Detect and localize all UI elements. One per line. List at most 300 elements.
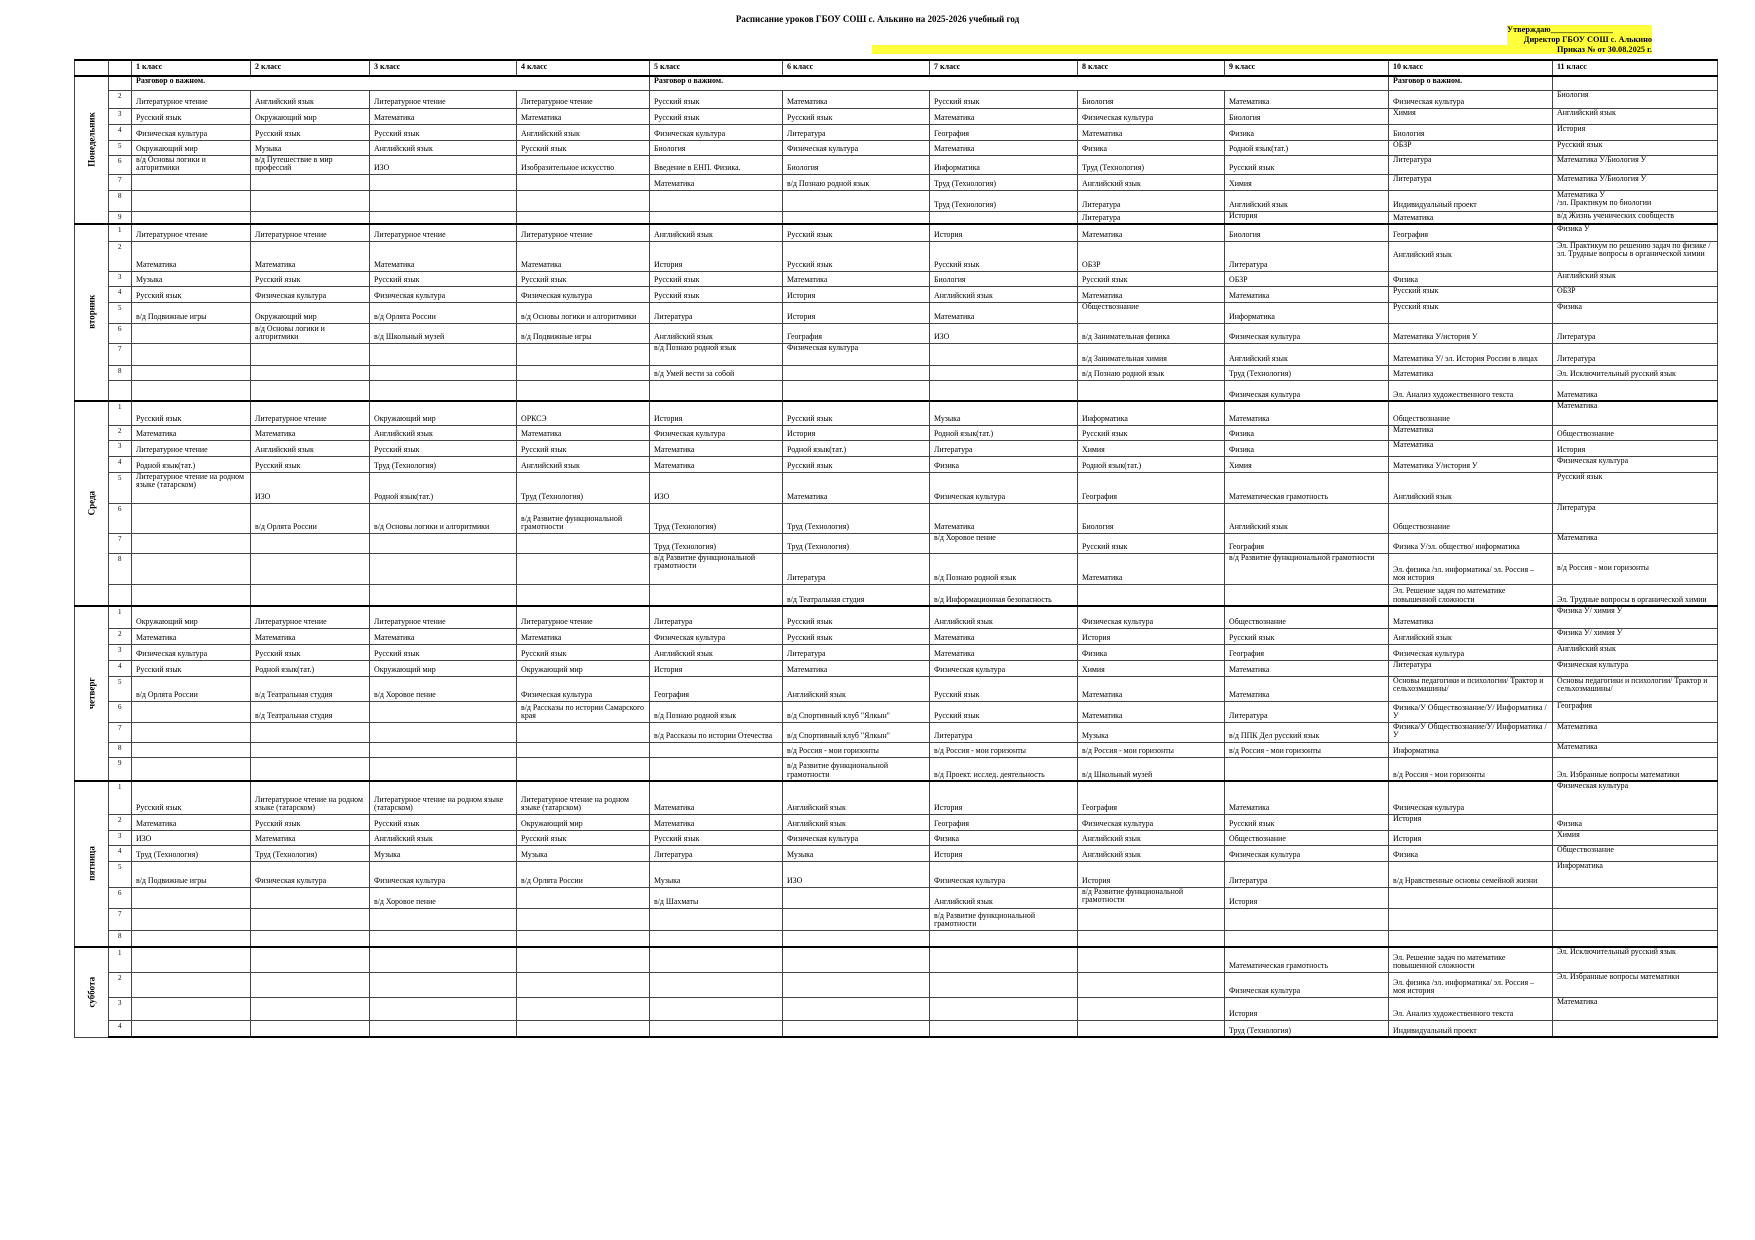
lesson-cell: в/д Хоровое пение bbox=[930, 533, 1078, 553]
lesson-number bbox=[109, 584, 132, 606]
lesson-cell: Русский язык bbox=[783, 606, 930, 628]
lesson-cell: Родной язык(тат.) bbox=[132, 456, 251, 472]
lesson-cell bbox=[930, 972, 1078, 997]
lesson-cell: Обществознание bbox=[1389, 401, 1553, 425]
lesson-cell: Физика У/ химия У bbox=[1553, 628, 1718, 644]
lesson-cell bbox=[370, 533, 517, 553]
lesson-cell: Русский язык bbox=[1389, 286, 1553, 302]
lesson-cell: Математика bbox=[650, 814, 783, 830]
lesson-row bbox=[75, 972, 1718, 997]
lesson-cell: Литература bbox=[1389, 174, 1553, 190]
lesson-number: 5 bbox=[109, 140, 132, 155]
lesson-cell: ИЗО bbox=[132, 830, 251, 845]
lesson-cell bbox=[132, 908, 251, 930]
lesson-cell bbox=[1553, 1020, 1718, 1037]
lesson-cell: Английский язык bbox=[1078, 174, 1225, 190]
lesson-cell bbox=[251, 997, 370, 1020]
lesson-cell: Информатика bbox=[1389, 742, 1553, 757]
lesson-cell bbox=[132, 1020, 251, 1037]
lesson-cell bbox=[1078, 380, 1225, 401]
lesson-number: 9 bbox=[109, 211, 132, 224]
lesson-cell bbox=[783, 211, 930, 224]
lesson-row bbox=[75, 241, 1718, 271]
lesson-cell: Физическая культура bbox=[783, 830, 930, 845]
lesson-cell: Русский язык bbox=[783, 628, 930, 644]
lesson-cell: в/д Орлята России bbox=[251, 503, 370, 533]
lesson-cell: Физика У/эл. общество/ информатика bbox=[1389, 533, 1553, 553]
lesson-number: 7 bbox=[109, 722, 132, 742]
day-name: Среда bbox=[86, 491, 97, 516]
lesson-cell bbox=[132, 343, 251, 365]
lesson-cell: История bbox=[783, 425, 930, 440]
class-header: 9 класс bbox=[1225, 60, 1389, 76]
lesson-number: 1 bbox=[109, 401, 132, 425]
lesson-cell: Физическая культура bbox=[1078, 606, 1225, 628]
lesson-cell: Изобразительное искусство bbox=[517, 155, 650, 174]
lesson-cell: Литературное чтение bbox=[132, 90, 251, 108]
class-header: 11 класс bbox=[1553, 60, 1718, 76]
lesson-cell bbox=[251, 174, 370, 190]
lesson-cell: Разговор о важном. bbox=[650, 76, 1389, 90]
lesson-cell: Окружающий мир bbox=[370, 660, 517, 676]
lesson-cell: Физика bbox=[1225, 124, 1389, 140]
lesson-cell: Литература bbox=[783, 553, 930, 584]
lesson-cell: Математика bbox=[1389, 425, 1553, 440]
lesson-cell: Литературное чтение bbox=[370, 606, 517, 628]
lesson-cell: ИЗО bbox=[370, 155, 517, 174]
lesson-cell bbox=[517, 947, 650, 972]
lesson-cell: Русский язык bbox=[132, 781, 251, 814]
day-name: четверг bbox=[86, 677, 97, 710]
lesson-cell: Химия bbox=[1225, 456, 1389, 472]
lesson-cell: Русский язык bbox=[1078, 425, 1225, 440]
lesson-cell: Английский язык bbox=[650, 644, 783, 660]
lesson-cell bbox=[783, 380, 930, 401]
lesson-cell: История bbox=[783, 302, 930, 323]
lesson-row bbox=[75, 380, 1718, 401]
lesson-cell: Математика У /эл. Практикум по биологии bbox=[1553, 190, 1718, 211]
lesson-cell: Физика У/ химия У bbox=[1553, 606, 1718, 628]
lesson-number: 5 bbox=[109, 861, 132, 887]
lesson-cell: Химия bbox=[1078, 660, 1225, 676]
lesson-cell: Физика bbox=[1389, 271, 1553, 286]
lesson-cell: История bbox=[930, 845, 1078, 861]
lesson-cell: Математика bbox=[1389, 211, 1553, 224]
lesson-cell: Физика bbox=[1078, 140, 1225, 155]
lesson-cell: Математика bbox=[1078, 286, 1225, 302]
class-header: 1 класс bbox=[132, 60, 251, 76]
lesson-cell: Математика bbox=[783, 660, 930, 676]
lesson-cell: Русский язык bbox=[251, 271, 370, 286]
lesson-cell: Английский язык bbox=[1553, 108, 1718, 124]
lesson-cell: в/д Основы логики и алгоритмики bbox=[132, 155, 251, 174]
lesson-cell bbox=[517, 757, 650, 781]
lesson-number: 3 bbox=[109, 830, 132, 845]
lesson-cell: в/д Подвижные игры bbox=[132, 861, 251, 887]
lesson-cell bbox=[132, 323, 251, 343]
lesson-cell: Математика bbox=[650, 440, 783, 456]
lesson-number: 2 bbox=[109, 814, 132, 830]
lesson-cell bbox=[251, 887, 370, 908]
lesson-cell: Родной язык(тат.) bbox=[370, 472, 517, 503]
lesson-cell: Введение в ЕНП. Физика. bbox=[650, 155, 783, 174]
lesson-cell: Физика У bbox=[1553, 224, 1718, 241]
lesson-cell: Литературное чтение bbox=[251, 401, 370, 425]
lesson-cell: Индивидуальный проект bbox=[1389, 1020, 1553, 1037]
lesson-cell: Музыка bbox=[1078, 722, 1225, 742]
lesson-cell bbox=[251, 584, 370, 606]
lesson-cell: в/д Шахматы bbox=[650, 887, 783, 908]
lesson-cell: Математика bbox=[132, 628, 251, 644]
lesson-cell: в/д Спортивный клуб "Ялкын" bbox=[783, 722, 930, 742]
lesson-cell: Родной язык(тат.) bbox=[783, 440, 930, 456]
lesson-row bbox=[75, 190, 1718, 211]
lesson-cell: в/д Развитие функциональной грамотности bbox=[783, 757, 930, 781]
lesson-cell: Физика/У Обществознание/У/ Информатика /У bbox=[1389, 722, 1553, 742]
lesson-number: 6 bbox=[109, 887, 132, 908]
lesson-cell: в/д ППК Дел русский язык bbox=[1225, 722, 1389, 742]
lesson-cell: География bbox=[1078, 781, 1225, 814]
lesson-cell: География bbox=[1078, 472, 1225, 503]
lesson-cell: Математика bbox=[930, 644, 1078, 660]
lesson-cell: Физическая культура bbox=[1389, 781, 1553, 814]
lesson-cell bbox=[1078, 972, 1225, 997]
lesson-cell: История bbox=[650, 660, 783, 676]
class-header: 7 класс bbox=[930, 60, 1078, 76]
lesson-cell bbox=[132, 174, 251, 190]
lesson-cell bbox=[930, 211, 1078, 224]
lesson-cell: Математика У/Биология У bbox=[1553, 174, 1718, 190]
lesson-cell: География bbox=[1553, 701, 1718, 722]
approval-signature: Утверждаю_______________ bbox=[1507, 25, 1652, 35]
lesson-number: 5 bbox=[109, 302, 132, 323]
lesson-cell: Английский язык bbox=[783, 781, 930, 814]
lesson-cell bbox=[783, 1020, 930, 1037]
lesson-row bbox=[75, 286, 1718, 302]
lesson-cell: ОБЗР bbox=[1389, 140, 1553, 155]
lesson-row bbox=[75, 781, 1718, 814]
lesson-cell: Музыка bbox=[930, 401, 1078, 425]
lesson-cell: История bbox=[1389, 814, 1553, 830]
lesson-cell: Русский язык bbox=[517, 440, 650, 456]
lesson-cell bbox=[251, 947, 370, 972]
lesson-cell: Математика bbox=[517, 425, 650, 440]
lesson-cell: Математика bbox=[251, 628, 370, 644]
lesson-number: 3 bbox=[109, 997, 132, 1020]
lesson-cell: Русский язык bbox=[370, 814, 517, 830]
lesson-cell: География bbox=[930, 814, 1078, 830]
lesson-cell: История bbox=[930, 224, 1078, 241]
lesson-cell bbox=[517, 190, 650, 211]
lesson-cell: в/д Театральная студия bbox=[783, 584, 930, 606]
lesson-cell: Биология bbox=[1225, 224, 1389, 241]
lesson-cell: Английский язык bbox=[517, 456, 650, 472]
lesson-cell: Русский язык bbox=[132, 286, 251, 302]
lesson-cell: Труд (Технология) bbox=[650, 533, 783, 553]
lesson-cell: Русский язык bbox=[517, 271, 650, 286]
lesson-cell bbox=[650, 757, 783, 781]
lesson-cell: ОБЗР bbox=[1225, 271, 1389, 286]
lesson-cell: в/д Информационная безопасность bbox=[930, 584, 1078, 606]
lesson-cell: Математика bbox=[1553, 401, 1718, 425]
lesson-cell: Математика bbox=[1225, 676, 1389, 701]
lesson-cell: Литературное чтение на родном языке (татарском) bbox=[370, 781, 517, 814]
lesson-cell: в/д Спортивный клуб "Ялкын" bbox=[783, 701, 930, 722]
day-label bbox=[75, 606, 109, 781]
lesson-cell bbox=[251, 211, 370, 224]
lesson-cell: Русский язык bbox=[370, 644, 517, 660]
lesson-cell: Физическая культура bbox=[370, 286, 517, 302]
lesson-cell bbox=[370, 972, 517, 997]
lesson-cell: Математика У/история У bbox=[1389, 456, 1553, 472]
lesson-cell bbox=[251, 930, 370, 947]
lesson-cell: Английский язык bbox=[517, 124, 650, 140]
lesson-cell: Литература bbox=[1078, 190, 1225, 211]
lesson-cell: Литература bbox=[1389, 660, 1553, 676]
lesson-cell bbox=[650, 972, 783, 997]
lesson-cell bbox=[132, 887, 251, 908]
lesson-cell bbox=[517, 211, 650, 224]
lesson-cell: Информатика bbox=[930, 155, 1078, 174]
lesson-cell: Английский язык bbox=[1553, 644, 1718, 660]
lesson-cell bbox=[517, 930, 650, 947]
lesson-cell: География bbox=[1225, 644, 1389, 660]
lesson-cell: в/д Познаю родной язык bbox=[650, 343, 783, 365]
lesson-cell: Физическая культура bbox=[251, 286, 370, 302]
lesson-cell: Русский язык bbox=[370, 271, 517, 286]
lesson-cell: Русский язык bbox=[251, 456, 370, 472]
lesson-cell: Физическая культура bbox=[1553, 456, 1718, 472]
lesson-cell: Английский язык bbox=[650, 323, 783, 343]
lesson-cell: История bbox=[930, 781, 1078, 814]
lesson-cell: Музыка bbox=[251, 140, 370, 155]
lesson-cell: Русский язык bbox=[251, 814, 370, 830]
lesson-cell: ИЗО bbox=[650, 472, 783, 503]
lesson-cell: Математика bbox=[1389, 365, 1553, 380]
lesson-cell bbox=[132, 584, 251, 606]
day-name: Понедельник bbox=[86, 112, 97, 167]
lesson-cell: Английский язык bbox=[1389, 472, 1553, 503]
lesson-cell bbox=[132, 211, 251, 224]
lesson-cell: История bbox=[1225, 211, 1389, 224]
lesson-number: 2 bbox=[109, 425, 132, 440]
lesson-cell: Математика bbox=[370, 628, 517, 644]
lesson-cell bbox=[370, 211, 517, 224]
lesson-cell: Физическая культура bbox=[783, 343, 930, 365]
lesson-cell: География bbox=[1389, 224, 1553, 241]
lesson-cell bbox=[370, 584, 517, 606]
lesson-row bbox=[75, 1020, 1718, 1037]
lesson-cell: в/д Рассказы по истории Отечества bbox=[650, 722, 783, 742]
lesson-row bbox=[75, 401, 1718, 425]
lesson-cell: Русский язык bbox=[783, 456, 930, 472]
lesson-cell: Эл. Решение задач по математике повышенной сложности bbox=[1389, 584, 1553, 606]
lesson-cell: Математика bbox=[930, 140, 1078, 155]
lesson-cell: Окружающий мир bbox=[132, 606, 251, 628]
lesson-cell: Труд (Технология) bbox=[650, 503, 783, 533]
lesson-cell bbox=[1078, 997, 1225, 1020]
lesson-cell: в/д Рассказы по истории Самарского края bbox=[517, 701, 650, 722]
lesson-cell: Труд (Технология) bbox=[783, 503, 930, 533]
lesson-cell bbox=[1553, 930, 1718, 947]
lesson-cell bbox=[132, 757, 251, 781]
lesson-cell: Эл. Исключительный русский язык bbox=[1553, 365, 1718, 380]
lesson-cell: в/д Путешествие в мир профессий bbox=[251, 155, 370, 174]
lesson-cell: Биология bbox=[1078, 503, 1225, 533]
lesson-cell: Основы педагогики и психологии/ Трактор и сельхозмашины/ bbox=[1553, 676, 1718, 701]
lesson-cell: Физическая культура bbox=[1078, 108, 1225, 124]
lesson-cell: Химия bbox=[1078, 440, 1225, 456]
lesson-number: 4 bbox=[109, 660, 132, 676]
lesson-cell bbox=[930, 365, 1078, 380]
lesson-cell: География bbox=[930, 124, 1078, 140]
lesson-cell: Музыка bbox=[370, 845, 517, 861]
lesson-cell: История bbox=[1078, 861, 1225, 887]
lesson-cell: Окружающий мир bbox=[517, 814, 650, 830]
lesson-cell: Физика bbox=[1078, 644, 1225, 660]
lesson-cell bbox=[370, 947, 517, 972]
lesson-cell: Физическая культура bbox=[251, 861, 370, 887]
lesson-row bbox=[75, 211, 1718, 224]
lesson-cell bbox=[132, 190, 251, 211]
lesson-cell: в/д Познаю родной язык bbox=[930, 553, 1078, 584]
lesson-cell: Химия bbox=[1553, 830, 1718, 845]
lesson-cell: Музыка bbox=[132, 271, 251, 286]
timetable-body bbox=[75, 76, 1718, 1037]
lesson-cell: Русский язык bbox=[650, 108, 783, 124]
lesson-cell: в/д Занимательная физика bbox=[1078, 323, 1225, 343]
lesson-cell: Физика bbox=[1225, 425, 1389, 440]
lesson-cell: Физика bbox=[930, 830, 1078, 845]
lesson-cell: Окружающий мир bbox=[251, 108, 370, 124]
class-header: 6 класс bbox=[783, 60, 930, 76]
lesson-cell: в/д Познаю родной язык bbox=[783, 174, 930, 190]
lesson-cell: в/д Развитие функциональной грамотности bbox=[1225, 553, 1389, 584]
lesson-cell bbox=[650, 1020, 783, 1037]
lesson-cell bbox=[251, 1020, 370, 1037]
lesson-number: 7 bbox=[109, 174, 132, 190]
lesson-cell: Физика bbox=[1389, 845, 1553, 861]
lesson-cell: География bbox=[1225, 533, 1389, 553]
lesson-cell: ОРКСЭ bbox=[517, 401, 650, 425]
lesson-cell: Литература bbox=[783, 644, 930, 660]
lesson-cell bbox=[370, 757, 517, 781]
lesson-cell: в/д Основы логики и алгоритмики bbox=[251, 323, 370, 343]
lesson-cell: Физика/У Обществознание/У/ Информатика /У bbox=[1389, 701, 1553, 722]
lesson-cell: Труд (Технология) bbox=[1078, 155, 1225, 174]
lesson-number: 4 bbox=[109, 456, 132, 472]
approval-order: Приказ № от 30.08.2025 г. bbox=[872, 45, 1652, 55]
approval-line-2 bbox=[872, 35, 1652, 45]
lesson-cell: в/д Познаю родной язык bbox=[650, 701, 783, 722]
lesson-cell bbox=[517, 997, 650, 1020]
lesson-cell: Русский язык bbox=[783, 401, 930, 425]
lesson-cell: Русский язык bbox=[1225, 155, 1389, 174]
lesson-cell bbox=[1389, 930, 1553, 947]
lesson-cell bbox=[370, 997, 517, 1020]
lesson-cell: Математика bbox=[1078, 676, 1225, 701]
lesson-cell: Литературное чтение на родном языке (татарском) bbox=[132, 472, 251, 503]
lesson-number: 7 bbox=[109, 533, 132, 553]
lesson-cell: Математика bbox=[517, 628, 650, 644]
approval-director: Директор ГБОУ СОШ с. Алькино bbox=[1507, 35, 1652, 45]
lesson-cell: Физическая культура bbox=[1553, 660, 1718, 676]
lesson-cell: в/д Россия - мои горизонты bbox=[1225, 742, 1389, 757]
lesson-cell: в/д Школьный музей bbox=[370, 323, 517, 343]
lesson-cell: Математика bbox=[251, 241, 370, 271]
lesson-cell: Литературное чтение bbox=[370, 224, 517, 241]
lesson-cell: Математика bbox=[650, 174, 783, 190]
lesson-cell bbox=[370, 908, 517, 930]
lesson-cell bbox=[251, 722, 370, 742]
lesson-cell: Физическая культура bbox=[1389, 90, 1553, 108]
lesson-cell: Литературное чтение на родном языке (татарском) bbox=[517, 781, 650, 814]
approval-line-3 bbox=[872, 45, 1652, 55]
lesson-cell bbox=[650, 908, 783, 930]
lesson-cell: Обществознание bbox=[1553, 425, 1718, 440]
lesson-cell bbox=[1078, 1020, 1225, 1037]
lesson-cell bbox=[650, 930, 783, 947]
lesson-cell: Математическая грамотность bbox=[1225, 947, 1389, 972]
lesson-cell bbox=[132, 972, 251, 997]
lesson-cell: в/д Развитие функциональной грамотности bbox=[650, 553, 783, 584]
lesson-cell bbox=[132, 930, 251, 947]
lesson-cell: Русский язык bbox=[1553, 472, 1718, 503]
lesson-row bbox=[75, 553, 1718, 584]
lesson-cell: Русский язык bbox=[1389, 302, 1553, 323]
lesson-cell: Физическая культура bbox=[1078, 814, 1225, 830]
lesson-row bbox=[75, 861, 1718, 887]
lesson-cell bbox=[132, 742, 251, 757]
lesson-cell: Математика bbox=[1553, 997, 1718, 1020]
lesson-cell: Русский язык bbox=[783, 108, 930, 124]
document-title: Расписание уроков ГБОУ СОШ с. Алькино на 2025-2026 учебный год bbox=[735, 14, 1020, 24]
lesson-row bbox=[75, 108, 1718, 124]
lesson-cell: Труд (Технология) bbox=[251, 845, 370, 861]
lesson-cell: История bbox=[650, 241, 783, 271]
lesson-cell: История bbox=[1553, 124, 1718, 140]
lesson-cell: История bbox=[1225, 887, 1389, 908]
lesson-row bbox=[75, 90, 1718, 108]
lesson-cell: Литература bbox=[930, 722, 1078, 742]
lesson-number: 9 bbox=[109, 757, 132, 781]
lesson-cell: Математика bbox=[1225, 90, 1389, 108]
lesson-cell: Обществознание bbox=[1225, 830, 1389, 845]
lesson-cell: Математика bbox=[1078, 224, 1225, 241]
lesson-row bbox=[75, 930, 1718, 947]
lesson-cell: Математика bbox=[1078, 553, 1225, 584]
lesson-number bbox=[109, 76, 132, 90]
lesson-cell: Физическая культура bbox=[650, 124, 783, 140]
lesson-row bbox=[75, 503, 1718, 533]
lesson-cell: Литература bbox=[1225, 241, 1389, 271]
class-header: 8 класс bbox=[1078, 60, 1225, 76]
header-lesson-corner bbox=[109, 60, 132, 76]
lesson-cell: Русский язык bbox=[1078, 271, 1225, 286]
lesson-cell: Физическая культура bbox=[930, 861, 1078, 887]
lesson-cell: Математика bbox=[1078, 124, 1225, 140]
lesson-number: 2 bbox=[109, 972, 132, 997]
lesson-cell: Английский язык bbox=[370, 830, 517, 845]
lesson-number: 3 bbox=[109, 108, 132, 124]
lesson-cell: Эл. Избранные вопросы математики bbox=[1553, 757, 1718, 781]
lesson-cell: Английский язык bbox=[370, 140, 517, 155]
lesson-cell: Английский язык bbox=[1553, 271, 1718, 286]
lesson-number: 5 bbox=[109, 676, 132, 701]
lesson-cell: Математика bbox=[1553, 742, 1718, 757]
lesson-cell: Математика bbox=[132, 425, 251, 440]
lesson-cell: Математика bbox=[1225, 286, 1389, 302]
